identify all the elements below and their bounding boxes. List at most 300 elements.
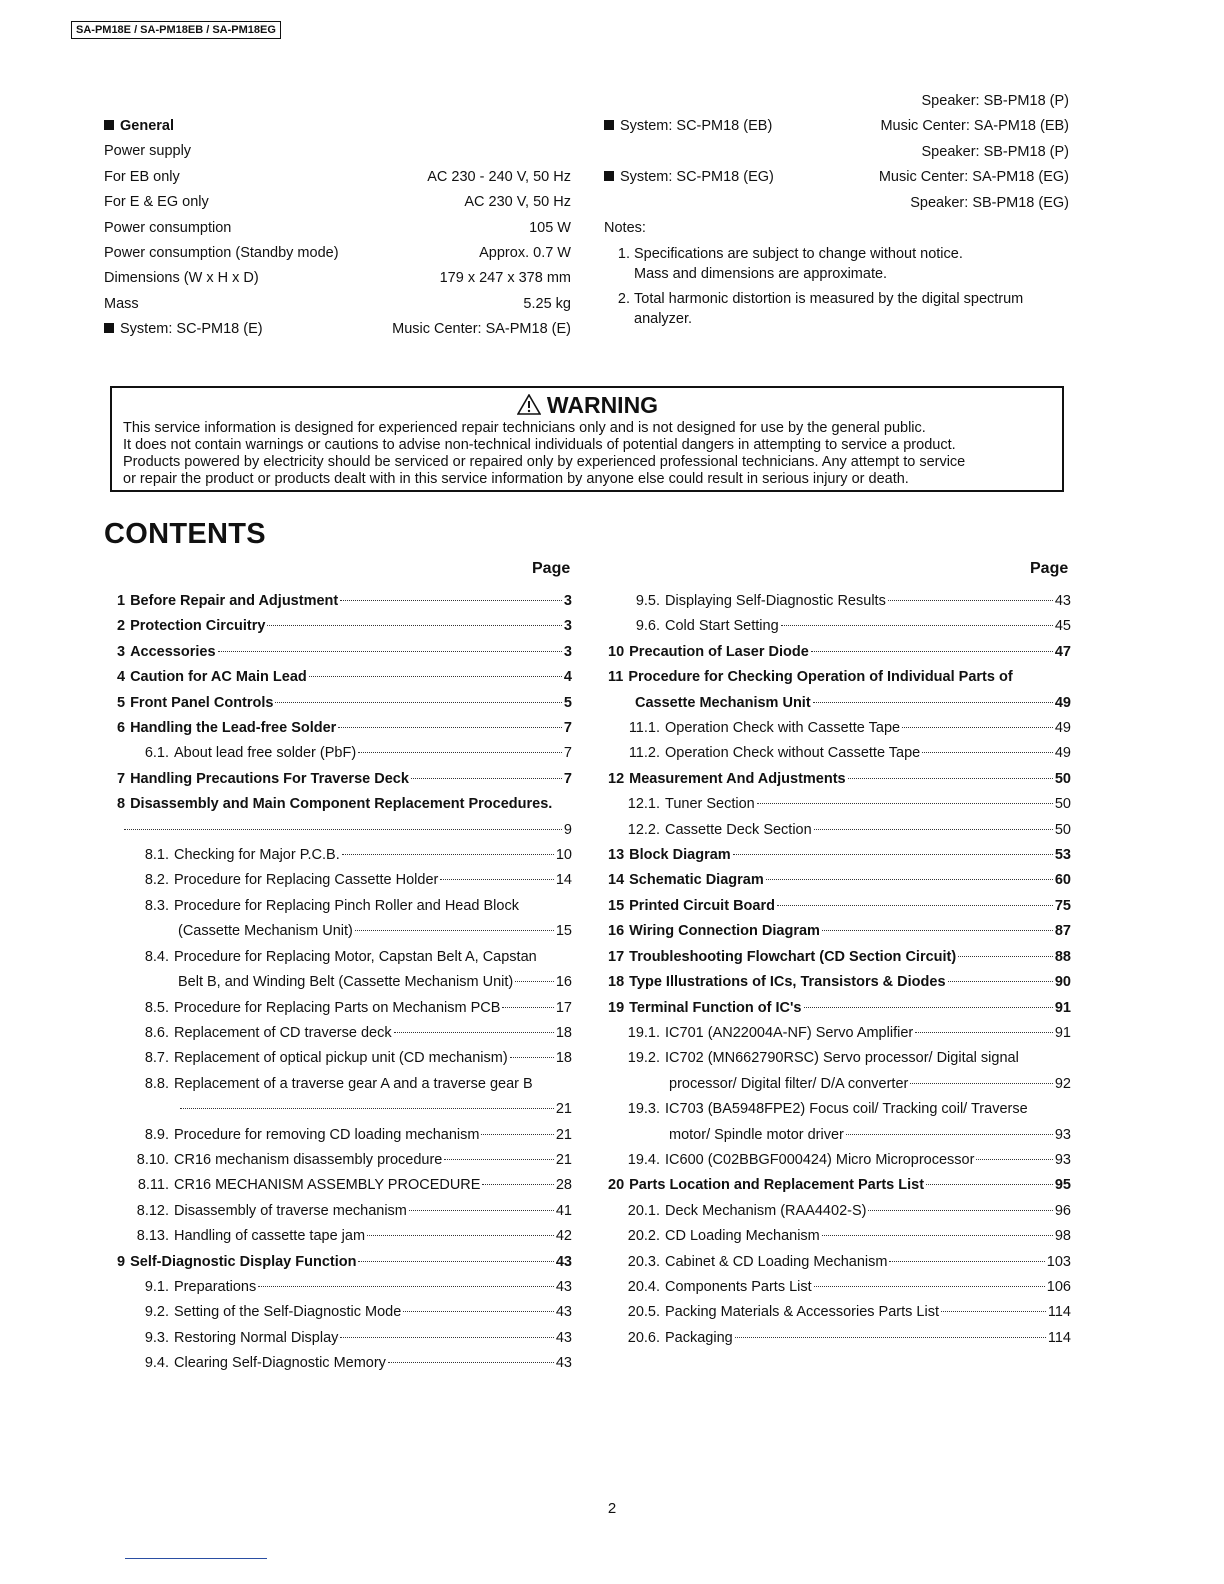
toc-entry-number: 8.4. [144, 948, 169, 965]
toc-entry[interactable] [608, 970, 1071, 995]
toc-entry[interactable] [117, 1275, 572, 1300]
toc-entry-page: 45 [1054, 618, 1071, 635]
toc-entry-page: 10 [555, 847, 572, 864]
toc-entry-title: Packaging [665, 1329, 733, 1346]
toc-entry[interactable] [117, 1326, 572, 1351]
notes-list [604, 244, 1069, 334]
toc-entry[interactable] [117, 1173, 572, 1198]
toc-entry-title: Schematic Diagram [629, 872, 764, 889]
toc-entry[interactable] [608, 767, 1071, 792]
system-eg-speaker-row [604, 191, 1069, 216]
toc-entry-page: 49 [1054, 745, 1071, 762]
toc-dot-leader [388, 1362, 554, 1363]
toc-entry[interactable] [117, 1250, 572, 1275]
toc-entry-number: 20.1. [627, 1202, 660, 1219]
toc-entry[interactable] [608, 640, 1071, 665]
toc-entry-page: 9 [563, 821, 572, 838]
toc-entry-title: Preparations [174, 1278, 257, 1295]
toc-dot-leader [766, 879, 1053, 880]
toc-dot-leader [910, 1083, 1053, 1084]
warning-line: or repair the product or products dealt with in this service information by anyone else could result in serious injury or death. [123, 471, 909, 487]
toc-entry-page: 18 [555, 1050, 572, 1067]
toc-entry[interactable] [117, 868, 572, 893]
toc-entry-page: 60 [1054, 872, 1071, 889]
toc-entry[interactable] [608, 1199, 1071, 1224]
toc-entry-page: 98 [1054, 1228, 1071, 1245]
toc-entry-title: motor/ Spindle motor driver [669, 1126, 844, 1143]
toc-dot-leader [922, 752, 1053, 753]
spec-value: Approx. 0.7 W [479, 245, 571, 262]
toc-dot-leader [848, 778, 1053, 779]
toc-entry-number: 17 [608, 948, 625, 965]
toc-dot-leader [411, 778, 562, 779]
spec-row [104, 266, 571, 291]
toc-entry[interactable] [608, 919, 1071, 944]
toc-entry-page: 43 [555, 1329, 572, 1346]
toc-dot-leader [510, 1057, 554, 1058]
toc-entry-title: Cassette Deck Section [665, 821, 812, 838]
toc-entry[interactable] [117, 1072, 572, 1097]
toc-entry-page: 50 [1054, 770, 1071, 787]
toc-entry-number: 2 [117, 618, 126, 635]
spec-label: For EB only [104, 168, 180, 185]
toc-entry-number: 12 [608, 770, 625, 787]
system-eb-label: System: SC-PM18 (EB) [620, 118, 773, 135]
toc-dot-leader [941, 1311, 1046, 1312]
toc-entry-title: Checking for Major P.C.B. [174, 847, 340, 864]
warning-text [123, 420, 1052, 488]
toc-dot-leader [342, 854, 554, 855]
toc-dot-leader [502, 1007, 553, 1008]
toc-dot-leader [358, 752, 562, 753]
toc-entry-page: 106 [1046, 1278, 1071, 1295]
toc-entry-page: 21 [555, 1101, 572, 1118]
toc-entry-page: 5 [563, 694, 572, 711]
toc-entry-number: 8.13. [136, 1228, 169, 1245]
toc-entry-number: 9.6. [635, 618, 660, 635]
toc-entry-number: 19.1. [627, 1024, 660, 1041]
bullet-square-icon [604, 171, 614, 181]
toc-entry-number: 8 [117, 796, 126, 813]
toc-entry-number: 20.6. [627, 1329, 660, 1346]
toc-dot-leader [481, 1134, 553, 1135]
toc-entry-number: 5 [117, 694, 126, 711]
toc-entry-page: 16 [555, 974, 572, 991]
toc-entry[interactable] [608, 1224, 1071, 1249]
toc-entry[interactable] [608, 1021, 1071, 1046]
toc-entry-number: 15 [608, 897, 625, 914]
toc-entry[interactable] [117, 1046, 572, 1071]
toc-entry[interactable] [117, 843, 572, 868]
toc-entry-title: Precaution of Laser Diode [629, 643, 809, 660]
toc-entry-page: 91 [1054, 1024, 1071, 1041]
toc-entry-number: 19.3. [627, 1101, 660, 1118]
toc-entry[interactable] [117, 614, 572, 639]
toc-entry-number: 8.2. [144, 872, 169, 889]
toc-dot-leader [403, 1311, 554, 1312]
toc-entry[interactable] [608, 894, 1071, 919]
toc-entry-title: About lead free solder (PbF) [174, 745, 357, 762]
toc-entry-number: 10 [608, 643, 625, 660]
toc-entry-page: 88 [1054, 948, 1071, 965]
spec-row [104, 165, 571, 190]
toc-entry-page: 43 [555, 1278, 572, 1295]
system-eg-label: System: SC-PM18 (EG) [620, 169, 774, 186]
toc-entry-title: Restoring Normal Display [174, 1329, 339, 1346]
toc-entry-number: 8.11. [137, 1177, 169, 1194]
toc-dot-leader [258, 1286, 554, 1287]
toc-entry[interactable] [117, 1097, 572, 1122]
toc-entry-page: 93 [1054, 1126, 1071, 1143]
toc-dot-leader [482, 1184, 553, 1185]
toc-entry[interactable] [117, 970, 572, 995]
spec-label: Mass [104, 295, 139, 312]
warning-line: Products powered by electricity should be serviced or repaired only by experienced professional technicians. Any attempt to service [123, 454, 966, 470]
toc-entry-title: Troubleshooting Flowchart (CD Section Circuit) [629, 948, 957, 965]
toc-entry-number: 9.4. [144, 1355, 169, 1372]
toc-dot-leader [902, 727, 1053, 728]
toc-dot-leader [394, 1032, 554, 1033]
system-eg-row [604, 165, 1069, 190]
toc-entry-number: 8.1. [144, 847, 169, 864]
spec-label: Power supply [104, 143, 192, 160]
toc-dot-leader [868, 1210, 1052, 1211]
toc-entry[interactable] [608, 691, 1071, 716]
toc-entry[interactable] [608, 1097, 1071, 1122]
toc-entry-title: Terminal Function of IC's [629, 999, 802, 1016]
toc-entry[interactable] [608, 792, 1071, 817]
toc-entry-number: 9.1. [144, 1278, 169, 1295]
toc-entry[interactable] [608, 1250, 1071, 1275]
toc-dot-leader [958, 956, 1053, 957]
toc-entry[interactable] [117, 818, 572, 843]
toc-entry-title: Cabinet & CD Loading Mechanism [665, 1253, 888, 1270]
toc-entry-page: 96 [1054, 1202, 1071, 1219]
general-heading: General [104, 114, 571, 139]
toc-dot-leader [340, 600, 562, 601]
toc-entry-page: 92 [1054, 1075, 1071, 1092]
note-number: 2. [617, 291, 630, 307]
toc-dot-leader [781, 625, 1053, 626]
toc-entry-number: 19 [608, 999, 625, 1016]
toc-dot-leader [267, 625, 561, 626]
toc-entry-page: 95 [1054, 1177, 1071, 1194]
toc-dot-leader [822, 930, 1053, 931]
system-e-speaker-row [604, 89, 1069, 114]
toc-entry[interactable] [608, 1300, 1071, 1325]
toc-entry-number: 6.1. [144, 745, 169, 762]
system-e-row [104, 317, 571, 342]
left-page-label: Page [532, 560, 571, 577]
toc-entry[interactable] [117, 792, 572, 817]
toc-entry[interactable] [608, 741, 1071, 766]
toc-dot-leader [814, 829, 1053, 830]
toc-entry-page: 3 [563, 618, 572, 635]
toc-entry-page: 50 [1054, 796, 1071, 813]
toc-entry-page: 43 [555, 1304, 572, 1321]
toc-entry[interactable] [608, 1326, 1071, 1351]
toc-entry-page: 49 [1054, 720, 1071, 737]
toc-dot-leader [811, 651, 1053, 652]
toc-entry-page: 43 [555, 1253, 572, 1270]
toc-entry-title: Clearing Self-Diagnostic Memory [174, 1355, 386, 1372]
toc-entry-number: 8.5. [144, 999, 169, 1016]
toc-entry-number: 16 [608, 923, 625, 940]
warning-line: It does not contain warnings or cautions to advise non-technical individuals of potential dangers in attempting to service a product. [123, 437, 956, 453]
toc-entry-title: Caution for AC Main Lead [130, 669, 307, 686]
toc-entry[interactable] [608, 945, 1071, 970]
toc-entry-number: 11.1. [628, 720, 660, 737]
toc-entry-page: 50 [1054, 821, 1071, 838]
toc-entry[interactable] [608, 1123, 1071, 1148]
toc-entry-title: Procedure for removing CD loading mechanism [174, 1126, 480, 1143]
system-eb-speaker: Speaker: SB-PM18 (P) [921, 143, 1069, 160]
toc-entry-number: 12.1. [627, 796, 660, 813]
toc-entry-page: 28 [555, 1177, 572, 1194]
spec-label: Power consumption [104, 219, 232, 236]
toc-entry-page: 43 [1054, 593, 1071, 609]
toc-entry-page: 21 [555, 1151, 572, 1168]
toc-entry-number: 8.10. [136, 1151, 169, 1168]
toc-entry[interactable] [608, 996, 1071, 1021]
toc-entry-page: 90 [1054, 974, 1071, 991]
spec-row [104, 292, 571, 317]
toc-entry[interactable] [117, 665, 572, 690]
toc-entry-title: Displaying Self-Diagnostic Results [665, 593, 886, 609]
toc-entry-number: 1 [117, 593, 126, 609]
toc-entry-page: 41 [555, 1202, 572, 1219]
toc-entry-number: 20.5. [627, 1304, 660, 1321]
toc-dot-leader [515, 981, 554, 982]
note-text [634, 244, 963, 284]
toc-dot-leader [814, 1286, 1045, 1287]
toc-entry-page: 91 [1054, 999, 1071, 1016]
toc-entry-number: 18 [608, 974, 625, 991]
toc-dot-leader [218, 651, 562, 652]
toc-entry-number: 12.2. [627, 821, 660, 838]
toc-dot-leader [976, 1159, 1052, 1160]
toc-dot-leader [340, 1337, 553, 1338]
toc-entry-title: Handling of cassette tape jam [174, 1228, 366, 1245]
toc-entry[interactable] [117, 716, 572, 741]
toc-entry[interactable] [608, 589, 1071, 614]
toc-entry-number: 8.9. [144, 1126, 169, 1143]
system-eb-speaker-row [604, 140, 1069, 165]
toc-dot-leader [444, 1159, 553, 1160]
toc-entry-page: 17 [555, 999, 572, 1016]
toc-dot-leader [846, 1134, 1053, 1135]
toc-entry[interactable] [117, 1021, 572, 1046]
note-line: Total harmonic distortion is measured by the digital spectrum [634, 291, 1024, 307]
toc-entry-title: Before Repair and Adjustment [130, 593, 339, 609]
toc-entry-title: IC702 (MN662790RSC) Servo processor/ Digital signal [665, 1050, 1019, 1067]
spec-value: 5.25 kg [523, 295, 571, 312]
toc-entry-page: 114 [1047, 1329, 1071, 1346]
toc-entry[interactable] [117, 589, 572, 614]
toc-entry-number: 9.2. [144, 1304, 169, 1321]
toc-entry-page: 93 [1054, 1151, 1071, 1168]
toc-dot-leader [180, 1108, 554, 1109]
toc-entry-number: 14 [608, 872, 625, 889]
toc-dot-leader [915, 1032, 1053, 1033]
toc-entry-number: 20 [608, 1177, 625, 1194]
toc-entry-number: 9.5. [635, 593, 660, 609]
toc-entry-title: Operation Check without Cassette Tape [665, 745, 921, 762]
toc-entry-number: 7 [117, 770, 126, 787]
system-e-value: Music Center: SA-PM18 (E) [392, 321, 571, 338]
toc-dot-leader [888, 600, 1053, 601]
notes-heading: Notes: [604, 220, 646, 237]
toc-entry-number: 8.7. [144, 1050, 169, 1067]
toc-dot-leader [355, 930, 554, 931]
toc-entry[interactable] [117, 691, 572, 716]
spec-value: 105 W [529, 219, 571, 236]
toc-entry-page: 21 [555, 1126, 572, 1143]
toc-entry-number: 9.3. [144, 1329, 169, 1346]
toc-dot-leader [777, 905, 1053, 906]
toc-entry-number: 8.3. [144, 897, 169, 914]
spec-label: Dimensions (W x H x D) [104, 270, 259, 287]
toc-entry[interactable] [117, 1224, 572, 1249]
toc-entry[interactable] [608, 1046, 1071, 1071]
toc-left-column [117, 589, 572, 1377]
toc-entry-title: Deck Mechanism (RAA4402-S) [665, 1202, 867, 1219]
toc-dot-leader [338, 727, 562, 728]
note-line: Specifications are subject to change without notice. [634, 246, 963, 262]
toc-entry[interactable] [117, 1199, 572, 1224]
toc-dot-leader [926, 1184, 1053, 1185]
toc-dot-leader [813, 702, 1053, 703]
toc-entry[interactable] [608, 1173, 1071, 1198]
toc-entry[interactable] [117, 996, 572, 1021]
toc-entry[interactable] [608, 843, 1071, 868]
toc-entry-page: 7 [563, 745, 572, 762]
toc-entry-page: 3 [563, 643, 572, 660]
toc-entry-title: Protection Circuitry [130, 618, 266, 635]
toc-entry-title: Handling the Lead-free Solder [130, 720, 337, 737]
toc-entry[interactable] [608, 614, 1071, 639]
toc-entry[interactable] [117, 919, 572, 944]
toc-dot-leader [757, 803, 1053, 804]
toc-entry-number: 11.2. [628, 745, 660, 762]
toc-entry[interactable] [117, 1351, 572, 1376]
toc-entry-number: 11 [608, 669, 624, 686]
toc-entry[interactable] [608, 818, 1071, 843]
toc-entry[interactable] [117, 894, 572, 919]
toc-entry[interactable] [117, 1300, 572, 1325]
bullet-square-icon [104, 323, 114, 333]
toc-entry-number: 4 [117, 669, 126, 686]
toc-entry-title: CD Loading Mechanism [665, 1228, 820, 1245]
toc-entry-number: 20.3. [627, 1253, 660, 1270]
toc-entry-title: Tuner Section [665, 796, 755, 813]
toc-entry[interactable] [608, 1148, 1071, 1173]
toc-entry-title: Setting of the Self-Diagnostic Mode [174, 1304, 402, 1321]
toc-entry-title: Parts Location and Replacement Parts List [629, 1177, 925, 1194]
toc-entry-number: 6 [117, 720, 126, 737]
bullet-square-icon [104, 120, 114, 130]
spec-label: For E & EG only [104, 194, 209, 211]
toc-entry[interactable] [117, 945, 572, 970]
toc-entry-title: CR16 MECHANISM ASSEMBLY PROCEDURE [174, 1177, 481, 1194]
toc-entry[interactable] [117, 1148, 572, 1173]
spec-row [104, 190, 571, 215]
model-codes-header: SA-PM18E / SA-PM18EB / SA-PM18EG [71, 21, 281, 39]
toc-entry-number: 8.12. [136, 1202, 169, 1219]
toc-entry-title: IC600 (C02BBGF000424) Micro Microprocessor [665, 1151, 975, 1168]
toc-entry-page: 42 [555, 1228, 572, 1245]
toc-dot-leader [275, 702, 561, 703]
toc-entry-page: 7 [563, 720, 572, 737]
toc-entry-page: 49 [1054, 694, 1071, 711]
toc-dot-leader [440, 879, 554, 880]
toc-entry-number: 3 [117, 643, 126, 660]
bullet-square-icon [604, 120, 614, 130]
toc-right-column [608, 589, 1071, 1351]
toc-entry[interactable] [608, 665, 1071, 690]
toc-entry-title: Block Diagram [629, 847, 731, 864]
toc-entry-page: 14 [555, 872, 572, 889]
system-specs [604, 89, 1069, 241]
toc-entry[interactable] [608, 868, 1071, 893]
toc-entry[interactable] [608, 1275, 1071, 1300]
toc-entry-number: 9 [117, 1253, 126, 1270]
page-number: 2 [607, 1500, 617, 1517]
toc-entry-title: Procedure for Replacing Cassette Holder [174, 872, 439, 889]
toc-dot-leader [804, 1007, 1053, 1008]
toc-entry[interactable] [117, 741, 572, 766]
system-eg-speaker: Speaker: SB-PM18 (EG) [910, 194, 1069, 211]
toc-entry-title: Disassembly and Main Component Replacement Procedures. [130, 796, 553, 813]
system-e-speaker: Speaker: SB-PM18 (P) [921, 93, 1069, 109]
toc-entry-page: 15 [555, 923, 572, 940]
toc-entry-title: (Cassette Mechanism Unit) [178, 923, 353, 940]
toc-dot-leader [124, 829, 562, 830]
system-eg-value: Music Center: SA-PM18 (EG) [878, 169, 1069, 186]
toc-entry-number: 19.4. [627, 1151, 660, 1168]
toc-entry-title: Accessories [130, 643, 216, 660]
note-number: 1. [617, 246, 630, 262]
bottom-rule [125, 1558, 267, 1559]
spec-row [104, 241, 571, 266]
toc-entry-title: Measurement And Adjustments [629, 770, 846, 787]
toc-entry-title: IC701 (AN22004A-NF) Servo Amplifier [665, 1024, 914, 1041]
toc-entry[interactable] [608, 1072, 1071, 1097]
toc-entry[interactable] [117, 1123, 572, 1148]
spec-label: Power consumption (Standby mode) [104, 245, 339, 262]
toc-entry-page: 75 [1054, 897, 1071, 914]
toc-entry-page: 47 [1054, 643, 1071, 660]
toc-entry-number: 19.2. [627, 1050, 660, 1067]
toc-entry[interactable] [608, 716, 1071, 741]
toc-entry-title: Belt B, and Winding Belt (Cassette Mechanism Unit) [178, 974, 514, 991]
system-eb-value: Music Center: SA-PM18 (EB) [880, 118, 1069, 135]
spec-value: 179 x 247 x 378 mm [439, 270, 571, 287]
toc-entry[interactable] [117, 640, 572, 665]
note-item [604, 289, 1069, 329]
toc-dot-leader [733, 854, 1053, 855]
toc-entry-number: 8.8. [144, 1075, 169, 1092]
warning-box [110, 386, 1064, 492]
toc-entry[interactable] [117, 767, 572, 792]
toc-entry-title: Printed Circuit Board [629, 897, 775, 914]
system-e-label: System: SC-PM18 (E) [120, 321, 263, 338]
toc-entry-title: Self-Diagnostic Display Function [130, 1253, 357, 1270]
toc-entry-title: Operation Check with Cassette Tape [665, 720, 901, 737]
toc-dot-leader [367, 1235, 554, 1236]
right-page-label: Page [1030, 560, 1069, 577]
toc-entry-page: 7 [563, 770, 572, 787]
